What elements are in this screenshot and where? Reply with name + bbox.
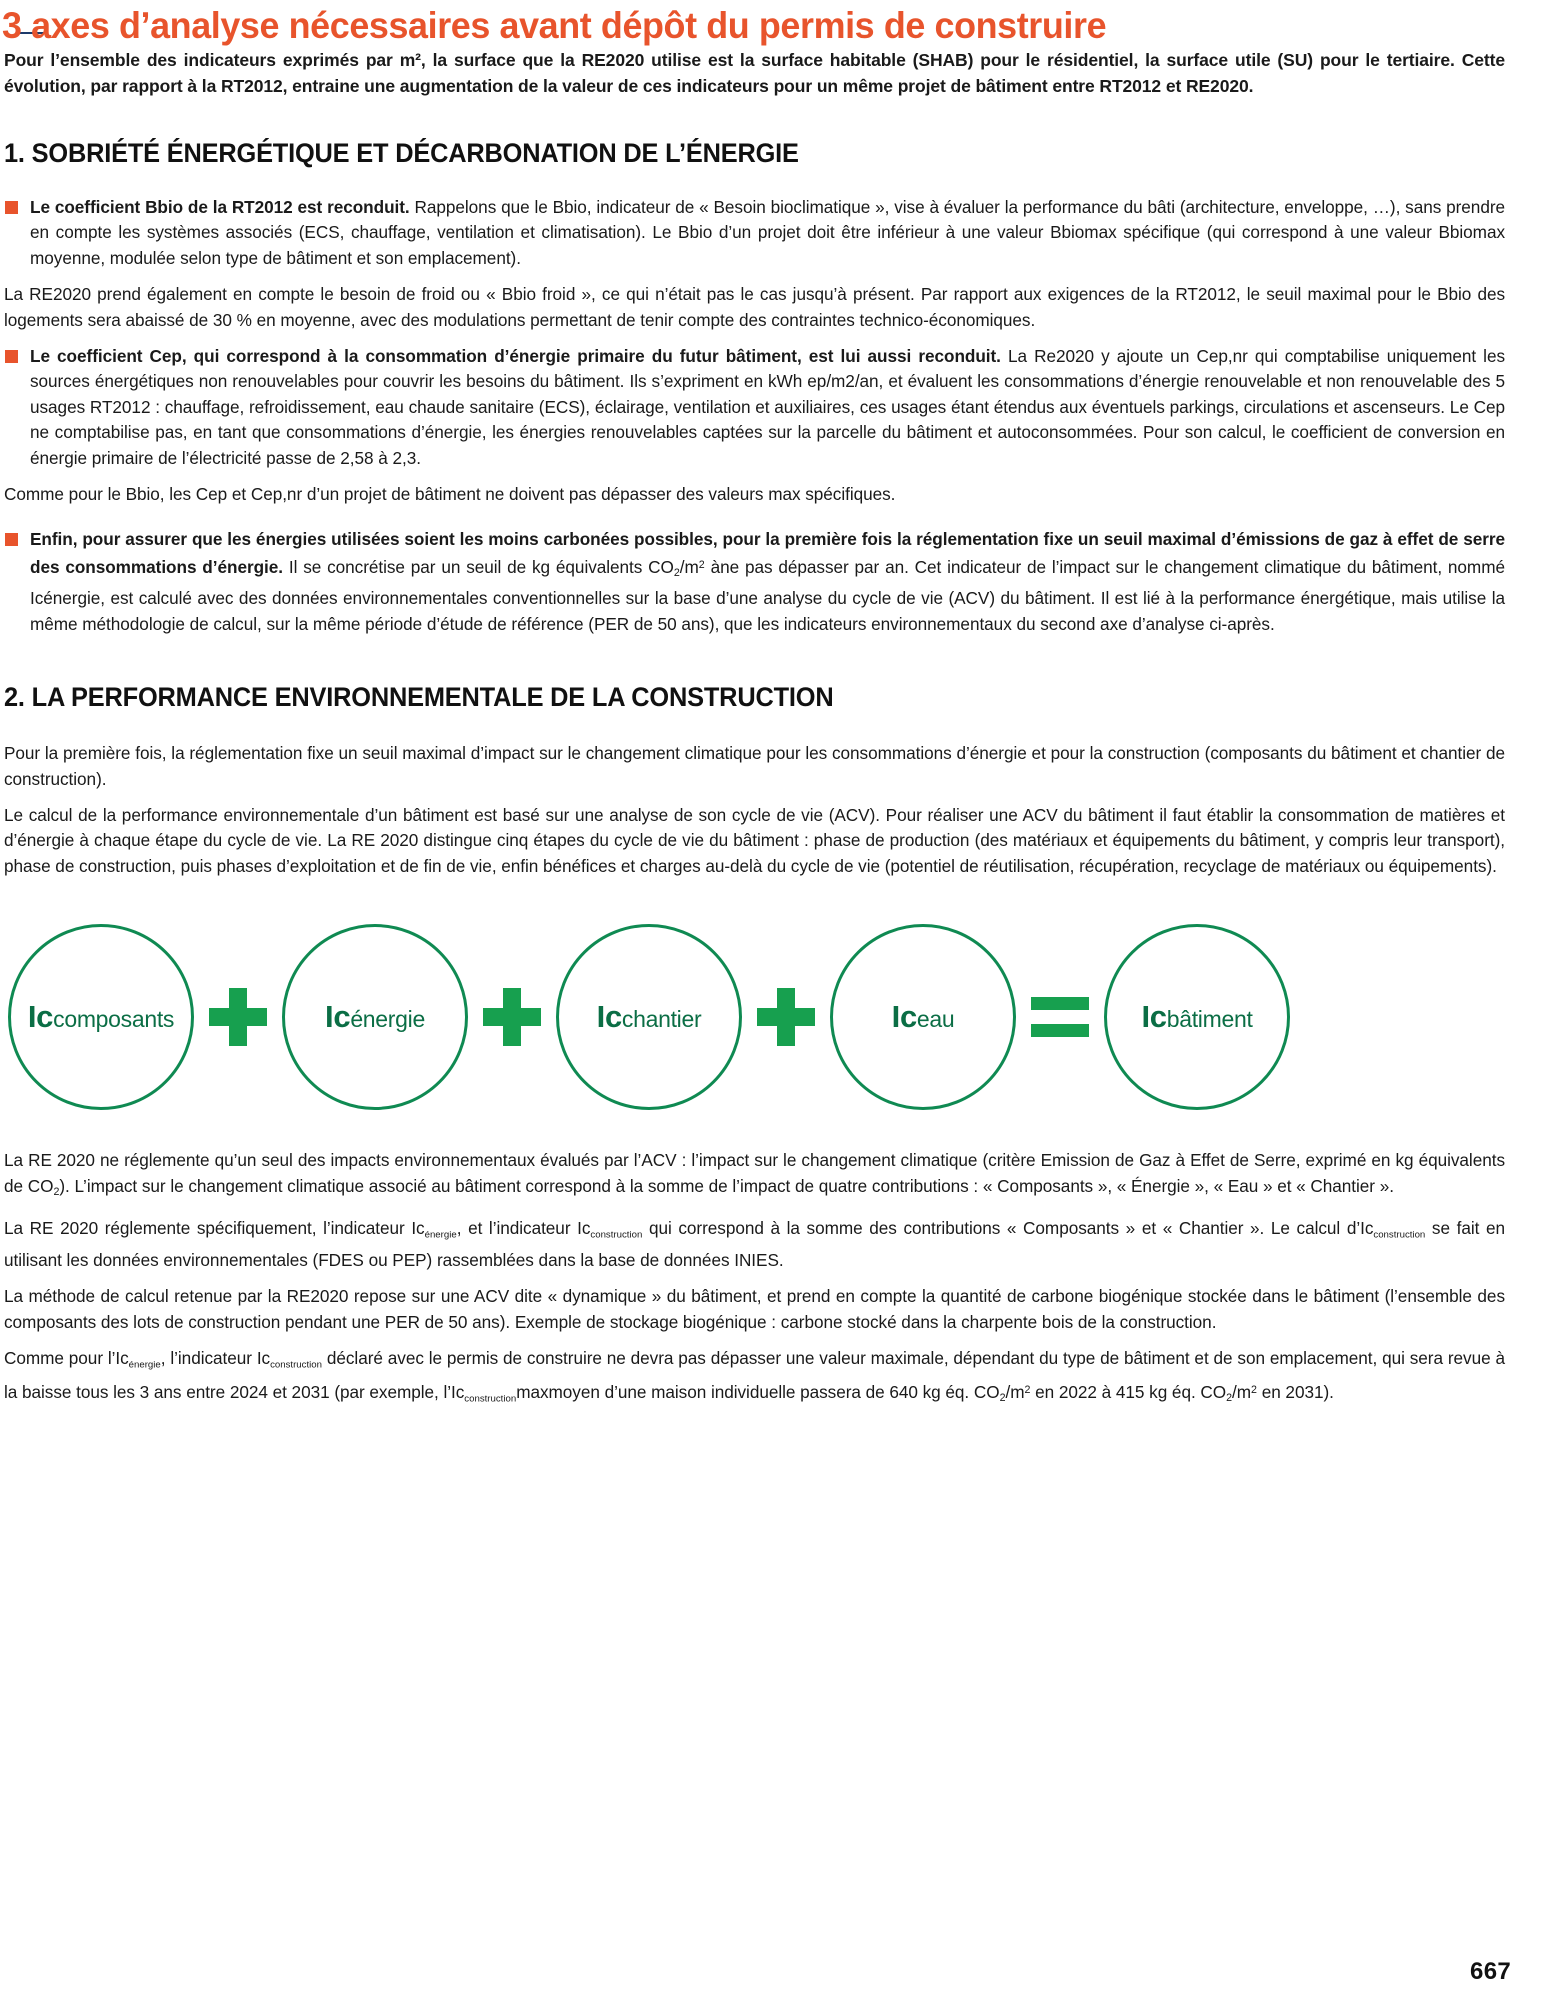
paragraph-seuil-maximal-impact: Pour la première fois, la réglementation fixe un seuil maximal d’impact sur le changement climatique pour les consommations d’énergie et pour la construction (composants du bâtiment et chantier de construction). bbox=[4, 743, 1505, 789]
page-title: 3 axes d’analyse nécessaires avant dépôt du permis de construire bbox=[1, 5, 1107, 46]
plus-icon bbox=[757, 988, 815, 1046]
ic-energie-subscript: énergie bbox=[424, 1229, 457, 1241]
section-heading-2: 2. LA PERFORMANCE ENVIRONNEMENTALE DE LA CONSTRUCTION bbox=[4, 682, 834, 713]
paragraph-body-bbio: Rappelons que le Bbio, indicateur de « Besoin bioclimatique », vise à évaluer la performance du bâti (architecture, enveloppe, …), sans prendre en compte les systèmes associés (ECS, chauffage, ventilation et climatisation). Le Bbio d’un projet doit être inférieur à une valeur Bbiomax spécifique (qui correspond à une valeur Bbiomax moyenne, modulée selon type de bâtiment et son emplacement). bbox=[30, 197, 1506, 268]
ic-energie-subscript: énergie bbox=[128, 1359, 161, 1371]
circle-ic-energie bbox=[282, 924, 468, 1110]
text-part-b: , l’indicateur Ic bbox=[160, 1347, 271, 1368]
plus-icon bbox=[483, 988, 541, 1046]
ic-construction-subscript: construction bbox=[464, 1392, 517, 1404]
paragraph-ic-construction-max bbox=[4, 1346, 1511, 1411]
m2-superscript: 2 bbox=[1251, 1383, 1257, 1396]
equals-icon bbox=[1031, 997, 1089, 1037]
paragraph-bbio-reconduit bbox=[4, 195, 1511, 271]
paragraph-ges-seuil bbox=[4, 527, 1511, 637]
operator-slot bbox=[1016, 997, 1104, 1037]
m2-superscript: 2 bbox=[1024, 1383, 1031, 1396]
ic-suffix: eau bbox=[916, 1005, 955, 1032]
text-part-c: déclaré avec le permis de construire ne devra pas dépasser une valeur maximale, dépendant du type de bâtiment et de son emplacement, qui sera revue à la baisse tous les 3 ans entre 2024 et 2031 (par exemple, l’Ic bbox=[4, 1347, 1505, 1402]
paragraph-re2020-impact-unique bbox=[4, 1148, 1511, 1205]
ic-suffix: énergie bbox=[350, 1005, 425, 1032]
co2-subscript: 2 bbox=[999, 1391, 1006, 1404]
operator-slot bbox=[742, 988, 830, 1046]
intro-paragraph: Pour l’ensemble des indicateurs exprimés par m², la surface que la RE2020 utilise est la surface habitable (SHAB) pour le résidentiel, la surface utile (SU) pour le tertiaire. Cette évolution, par rapport à la RT2012, entraine une augmentation de la valeur de ces indicateurs pour un même projet de bâtiment entre RT2012 et RE2020. bbox=[4, 50, 1505, 96]
ic-suffix: composants bbox=[53, 1005, 175, 1032]
paragraph-lead-bbio: Le coefficient Bbio de la RT2012 est reconduit. bbox=[30, 197, 410, 217]
paragraph-bbio-froid: La RE2020 prend également en compte le besoin de froid ou « Bbio froid », ce qui n’était pas le cas jusqu’à présent. Par rapport aux exigences de la RT2012, le seuil maximal pour le Bbio des logements sera abaissé de 30 % en moyenne, avec des modulations permettant de tenir compte des contraintes technico-économiques. bbox=[4, 284, 1505, 330]
paragraph-lead-ges: Enfin, pour assurer que les énergies utilisées soient les moins carbonées possibles, pour la première fois la réglementation fixe un seuil maximal d’émissions de gaz à effet de serre des consommations d’énergie. bbox=[30, 529, 1505, 577]
text-part-f: en 2022 à 415 kg éq. CO bbox=[1030, 1381, 1227, 1402]
paragraph-ges-part3: àne pas dépasser par an. Cet indicateur de l’impact sur le changement climatique du bâtiment, nommé Icénergie, est calculé avec des données environnementales conventionnelles sur la base d’une analyse du cycle de vie (ACV) du bâtiment. Il est lié à la performance énergétique, mais utilise la même méthodologie de calcul, sur la même période d’étude de référence (PER de 50 ans), que les indicateurs environnementaux du second axe d’analyse ci-après. bbox=[30, 556, 1505, 634]
circle-label-ic-chantier bbox=[597, 999, 702, 1035]
text-part-g: /m bbox=[1232, 1381, 1252, 1402]
paragraph-ges-part2: /m bbox=[679, 556, 699, 577]
section-heading-1: 1. SOBRIÉTÉ ÉNERGÉTIQUE ET DÉCARBONATION DE L’ÉNERGIE bbox=[4, 138, 799, 168]
page-number: 667 bbox=[1470, 1958, 1511, 1985]
circle-label-ic-eau bbox=[892, 999, 955, 1035]
ic-construction-subscript: construction bbox=[270, 1359, 322, 1371]
operator-slot bbox=[194, 988, 282, 1046]
circle-ic-eau bbox=[830, 924, 1016, 1110]
square-bullet-icon bbox=[5, 201, 18, 214]
ic-suffix: chantier bbox=[621, 1005, 702, 1032]
ic-prefix: Ic bbox=[27, 998, 54, 1034]
ic-construction-subscript: construction bbox=[1373, 1229, 1426, 1241]
ic-prefix: Ic bbox=[1141, 998, 1167, 1034]
text-part-b: , et l’indicateur Ic bbox=[456, 1218, 591, 1239]
ic-construction-subscript: construction bbox=[590, 1229, 643, 1241]
text-part-c: qui correspond à la somme des contributions « Composants » et « Chantier ». Le calcul d’Ic bbox=[642, 1218, 1374, 1239]
co2-subscript: 2 bbox=[1226, 1391, 1233, 1404]
text-part-a: La RE 2020 ne réglemente qu’un seul des impacts environnementaux évalués par l’ACV : l’impact sur le changement climatique (critère Emission de Gaz à Effet de Serre, exprimé en kg équivalents de CO bbox=[4, 1150, 1505, 1196]
paragraph-calcul-acv: Le calcul de la performance environnementale d’un bâtiment est basé sur une analyse de son cycle de vie (ACV). Pour réaliser une ACV du bâtiment il faut établir la consommation de matières et d’énergie à chaque étape du cycle de vie. La RE 2020 distingue cinq étapes du cycle de vie du bâtiment : phase de production (des matériaux et équipements du bâtiment, y compris leur transport), phase de construction, puis phases d’exploitation et de fin de vie, enfin bénéfices et charges au-delà du cycle de vie (potentiel de réutilisation, récupération, recyclage de matériaux ou équipements). bbox=[4, 805, 1505, 876]
square-bullet-icon bbox=[5, 350, 18, 363]
text-part-e: /m bbox=[1005, 1381, 1025, 1402]
circle-ic-chantier bbox=[556, 924, 742, 1110]
ic-suffix: bâtiment bbox=[1166, 1005, 1253, 1032]
paragraph-ges-part1: Il se concrétise par un seuil de kg équivalents CO bbox=[283, 556, 674, 577]
paragraph-lead-cep: Le coefficient Cep, qui correspond à la consommation d’énergie primaire du futur bâtiment, est lui aussi reconduit. bbox=[30, 346, 1001, 367]
circle-label-ic-batiment bbox=[1141, 999, 1252, 1035]
ic-prefix: Ic bbox=[891, 998, 917, 1034]
circle-label-ic-composants bbox=[28, 999, 174, 1035]
ic-batiment-formula-diagram bbox=[2, 909, 1511, 1124]
text-part-a: Comme pour l’Ic bbox=[4, 1347, 129, 1368]
co2-subscript: 2 bbox=[53, 1185, 60, 1198]
text-part-b: ). L’impact sur le changement climatique associé au bâtiment correspond à la somme de l’impact de quatre contributions : « Composants », « Énergie », « Eau » et « Chantier ». bbox=[59, 1175, 1394, 1196]
circle-ic-composants bbox=[8, 924, 194, 1110]
page-content bbox=[0, 48, 1511, 1411]
paragraph-cep-max: Comme pour le Bbio, les Cep et Cep,nr d’un projet de bâtiment ne doivent pas dépasser des valeurs max spécifiques. bbox=[4, 484, 896, 505]
paragraph-ges-sub1: 2 bbox=[673, 566, 680, 579]
paragraph-acv-dynamique: La méthode de calcul retenue par la RE2020 repose sur une ACV dite « dynamique » du bâtiment, et prend en compte la quantité de carbone biogénique stockée dans le bâtiment (l’ensemble des composants des lots de construction pendant une PER de 50 ans). Exemple de stockage biogénique : carbone stocké dans la charpente bois de la construction. bbox=[4, 1286, 1505, 1332]
text-part-d: maxmoyen d’une maison individuelle passera de 640 kg éq. CO bbox=[516, 1381, 1000, 1402]
text-part-d: se fait en utilisant les données environnementales (FDES ou PEP) rassemblées dans la base de données INIES. bbox=[4, 1218, 1505, 1270]
circle-ic-batiment bbox=[1104, 924, 1290, 1110]
paragraph-cep-reconduit bbox=[4, 344, 1511, 471]
plus-icon bbox=[209, 988, 267, 1046]
square-bullet-icon bbox=[5, 533, 18, 546]
circle-label-ic-energie bbox=[325, 999, 425, 1035]
ic-prefix: Ic bbox=[325, 998, 351, 1034]
paragraph-indicateurs-ic bbox=[4, 1216, 1511, 1273]
paragraph-ges-sup1: 2 bbox=[698, 558, 705, 571]
ic-prefix: Ic bbox=[596, 998, 622, 1034]
text-part-h: en 2031). bbox=[1256, 1381, 1334, 1402]
text-part-a: La RE 2020 réglemente spécifiquement, l’indicateur Ic bbox=[4, 1218, 425, 1239]
paragraph-body-cep: La Re2020 y ajoute un Cep,nr qui comptabilise uniquement les sources énergétiques non renouvelables pour couvrir les besoins du bâtiment. Ils s’expriment en kWh ep/m2/an, et évaluent les consommations d’énergie renouvelable et non renouvelable des 5 usages RT2012 : chauffage, refroidissement, eau chaude sanitaire (ECS), éclairage, ventilation et auxiliaires, ces usages étant étendus aux éventuels parkings, circulations et ascenseurs. Le Cep ne comptabilise pas, en tant que consommations d’énergie, les énergies renouvelables captées sur la parcelle du bâtiment et autoconsommées. Pour son calcul, le coefficient de conversion en énergie primaire de l’électricité passe de 2,58 à 2,3. bbox=[30, 346, 1506, 468]
operator-slot bbox=[468, 988, 556, 1046]
